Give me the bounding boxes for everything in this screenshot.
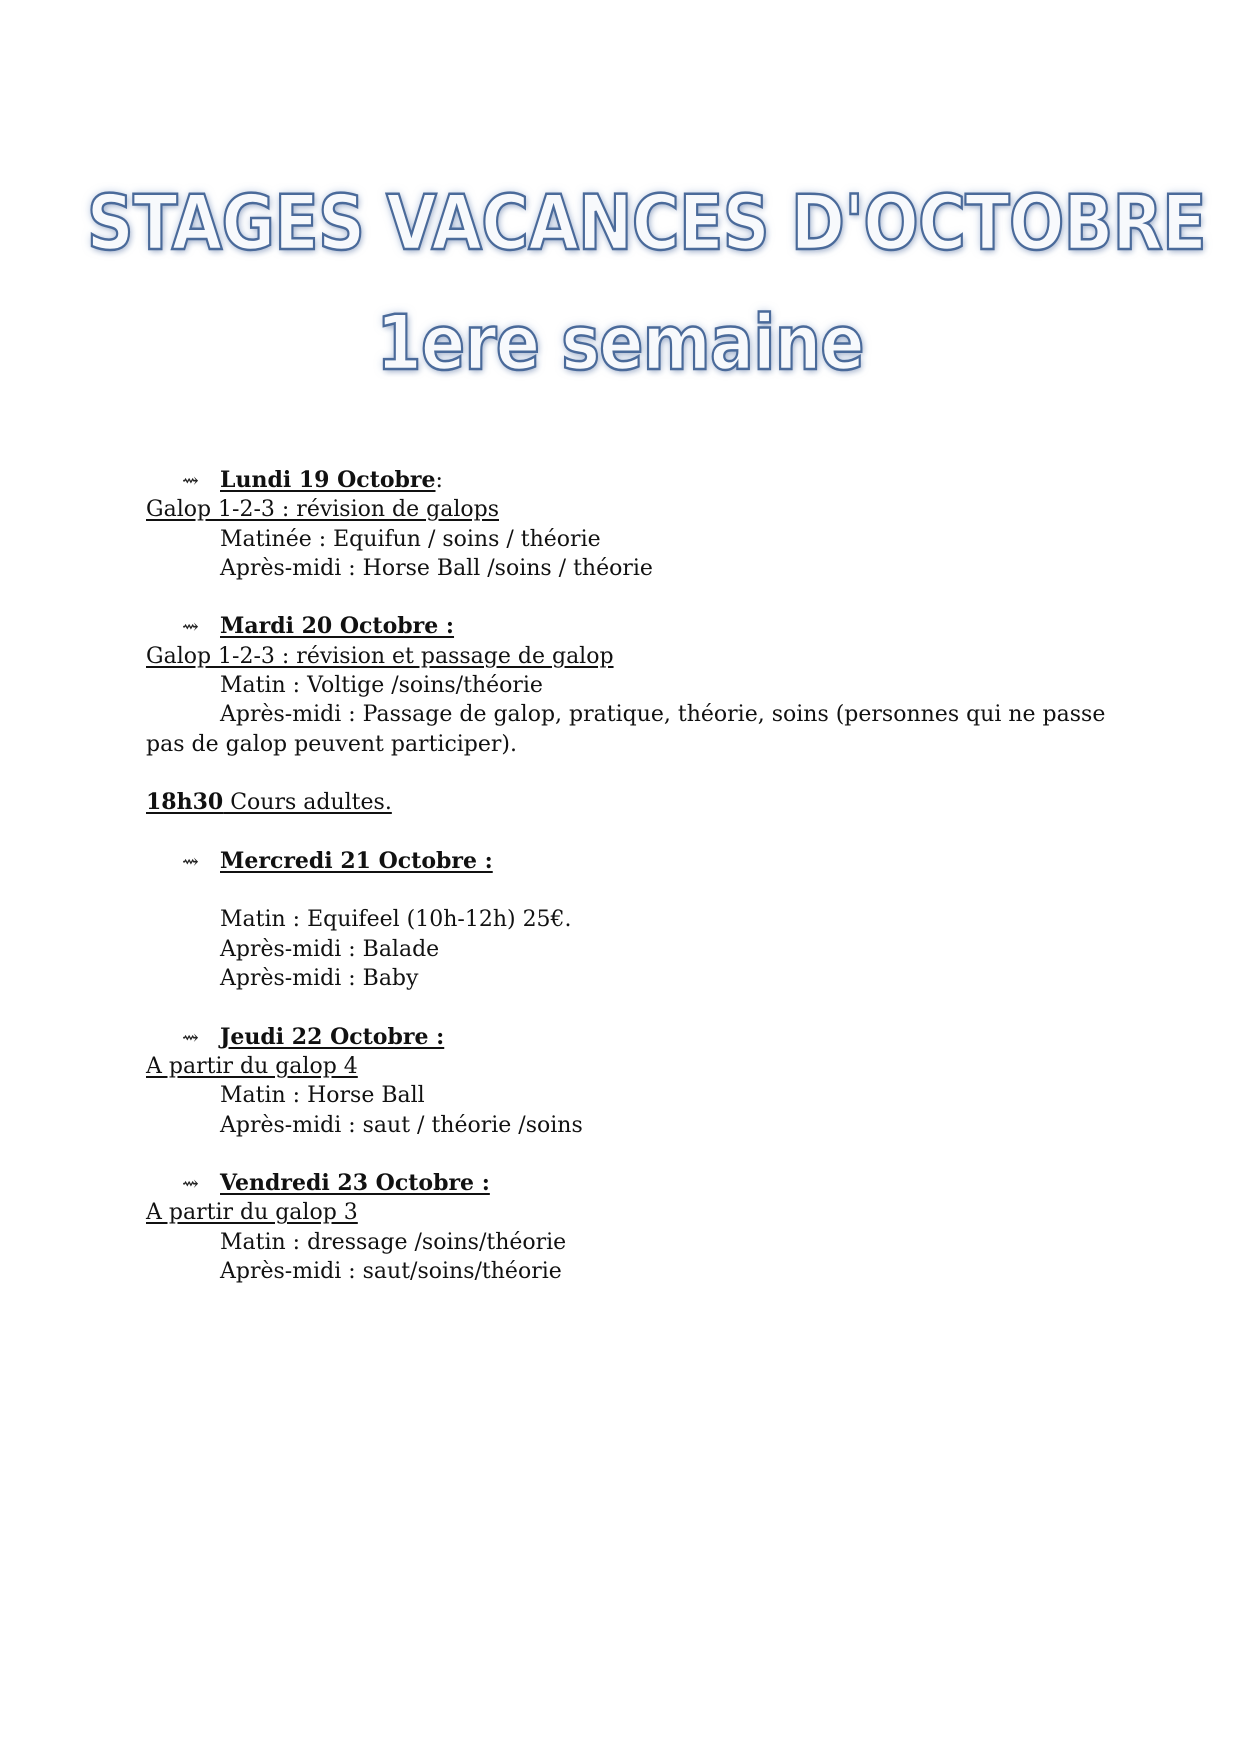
morning-activity: Matinée : Equifun / soins / théorie xyxy=(220,526,601,552)
morning-activity: Matin : dressage /soins/théorie xyxy=(220,1229,567,1255)
day-heading-vendredi xyxy=(146,1169,1106,1198)
afternoon-activity-continued: pas de galop peuvent participer). xyxy=(146,731,518,757)
group-label: A partir du galop 4 xyxy=(146,1053,358,1079)
afternoon-activity: Après-midi : saut / théorie /soins xyxy=(220,1112,583,1138)
day-heading-mardi xyxy=(146,612,1106,641)
day-heading-lundi xyxy=(146,466,1106,495)
schedule-content xyxy=(146,466,1106,1286)
adult-lesson xyxy=(146,788,1106,817)
group-label: A partir du galop 3 xyxy=(146,1200,358,1226)
adult-lesson-text: Cours adultes. xyxy=(223,790,392,816)
morning-activity: Matin : Voltige /soins/théorie xyxy=(220,673,543,699)
day-title: Lundi 19 Octobre xyxy=(220,467,436,493)
group-label: Galop 1-2-3 : révision et passage de galop xyxy=(146,643,614,669)
swirl-arrow-icon: ⇝ xyxy=(182,614,199,639)
day-title: Mardi 20 Octobre : xyxy=(220,613,455,640)
swirl-arrow-icon: ⇝ xyxy=(182,1024,199,1049)
swirl-arrow-icon: ⇝ xyxy=(182,848,199,873)
adult-lesson-time: 18h30 xyxy=(146,789,224,816)
afternoon-activity: Après-midi : Balade xyxy=(220,936,440,962)
day-heading-mercredi xyxy=(146,847,1106,876)
day-title: Vendredi 23 Octobre : xyxy=(220,1170,490,1197)
morning-activity: Matin : Equifeel (10h-12h) 25€. xyxy=(220,907,572,933)
day-title: Jeudi 22 Octobre : xyxy=(220,1023,445,1050)
afternoon-activity: Après-midi : Passage de galop, pratique, théorie, soins (personnes qui ne passe xyxy=(220,702,1106,728)
swirl-arrow-icon: ⇝ xyxy=(182,1171,199,1196)
afternoon-activity: Après-midi : saut/soins/théorie xyxy=(220,1259,562,1285)
morning-activity: Matin : Horse Ball xyxy=(220,1083,425,1109)
title-line-2: 1ere semaine xyxy=(376,298,864,387)
group-label: Galop 1-2-3 : révision de galops xyxy=(146,497,499,523)
afternoon-activity: Après-midi : Baby xyxy=(220,966,419,992)
day-title: Mercredi 21 Octobre : xyxy=(220,847,493,874)
swirl-arrow-icon: ⇝ xyxy=(182,468,199,492)
afternoon-activity: Après-midi : Horse Ball /soins / théorie xyxy=(220,555,653,581)
day-heading-jeudi xyxy=(146,1023,1106,1052)
title-line-1: STAGES VACANCES D'OCTOBRE xyxy=(86,178,1206,267)
day-title-suffix: : xyxy=(435,468,443,493)
